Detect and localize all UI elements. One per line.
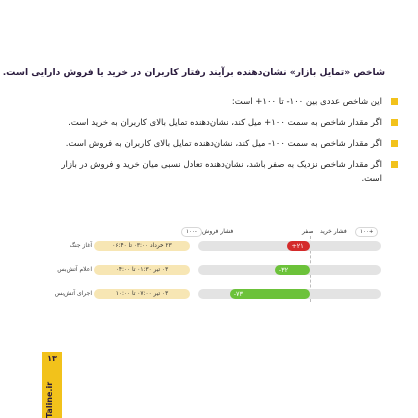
sell-pressure-label: فشار فروش bbox=[202, 228, 234, 235]
bar-value-label: -۳۲ bbox=[278, 266, 289, 274]
bullet-list bbox=[40, 95, 398, 193]
bullet-square-icon bbox=[391, 161, 398, 168]
buy-pressure-label: فشار خرید bbox=[320, 228, 347, 235]
bullet-text: اگر مقدار شاخص به سمت ۱۰۰- میل کند، نشان‌دهنده تمایل بالای کاربران به فروش است. bbox=[65, 139, 382, 149]
date-range-pill: ۰۳ تیر ۰۱:۳۰ تا ۰۴:۰۰ bbox=[94, 265, 190, 275]
bar-track bbox=[198, 241, 381, 251]
bar-track bbox=[198, 265, 381, 275]
page-title: شاخص «تمایل بازار» نشان‌دهنده برآیند رفتار کاربران در خرید یا فروش دارایی است. bbox=[2, 67, 385, 78]
date-range-pill: ۲۳ خرداد ۰۳:۰۰ تا ۰۶:۴۰ bbox=[94, 241, 190, 251]
bullet-square-icon bbox=[391, 98, 398, 105]
brand-logo-text: Taline.ir bbox=[45, 381, 54, 418]
buy-max-pill: +۱۰۰ bbox=[355, 227, 378, 237]
sell-max-pill: -۱۰۰ bbox=[181, 227, 202, 237]
bar-value-label: -۷۳ bbox=[233, 290, 244, 298]
bullet-item bbox=[40, 158, 398, 186]
bar-value-label: +۲۱ bbox=[291, 242, 304, 250]
bar-track bbox=[198, 289, 381, 299]
bullet-item bbox=[40, 137, 398, 151]
event-label: اجرای آتش‌بس bbox=[54, 290, 92, 297]
zero-label: صفر bbox=[302, 228, 314, 235]
bullet-item bbox=[40, 95, 398, 109]
bullet-item bbox=[40, 116, 398, 130]
event-label: آغاز جنگ bbox=[69, 242, 92, 249]
bullet-text: اگر مقدار شاخص نزدیک به صفر باشد، نشان‌دهنده تعادل نسبی میان خرید و فروش در بازار است. bbox=[61, 160, 382, 184]
page-number: ۱۳ bbox=[47, 354, 57, 363]
bullet-square-icon bbox=[391, 119, 398, 126]
bullet-square-icon bbox=[391, 140, 398, 147]
bullet-text: اگر مقدار شاخص به سمت ۱۰۰+ میل کند، نشان‌دهنده تمایل بالای کاربران به خرید است. bbox=[68, 118, 382, 128]
bullet-text: این شاخص عددی بین ۱۰۰- تا ۱۰۰+ است: bbox=[231, 97, 382, 107]
date-range-pill: ۰۳ تیر ۰۷:۰۰ تا ۱۰:۰۰ bbox=[94, 289, 190, 299]
event-label: اعلام آتش‌بس bbox=[57, 266, 92, 273]
